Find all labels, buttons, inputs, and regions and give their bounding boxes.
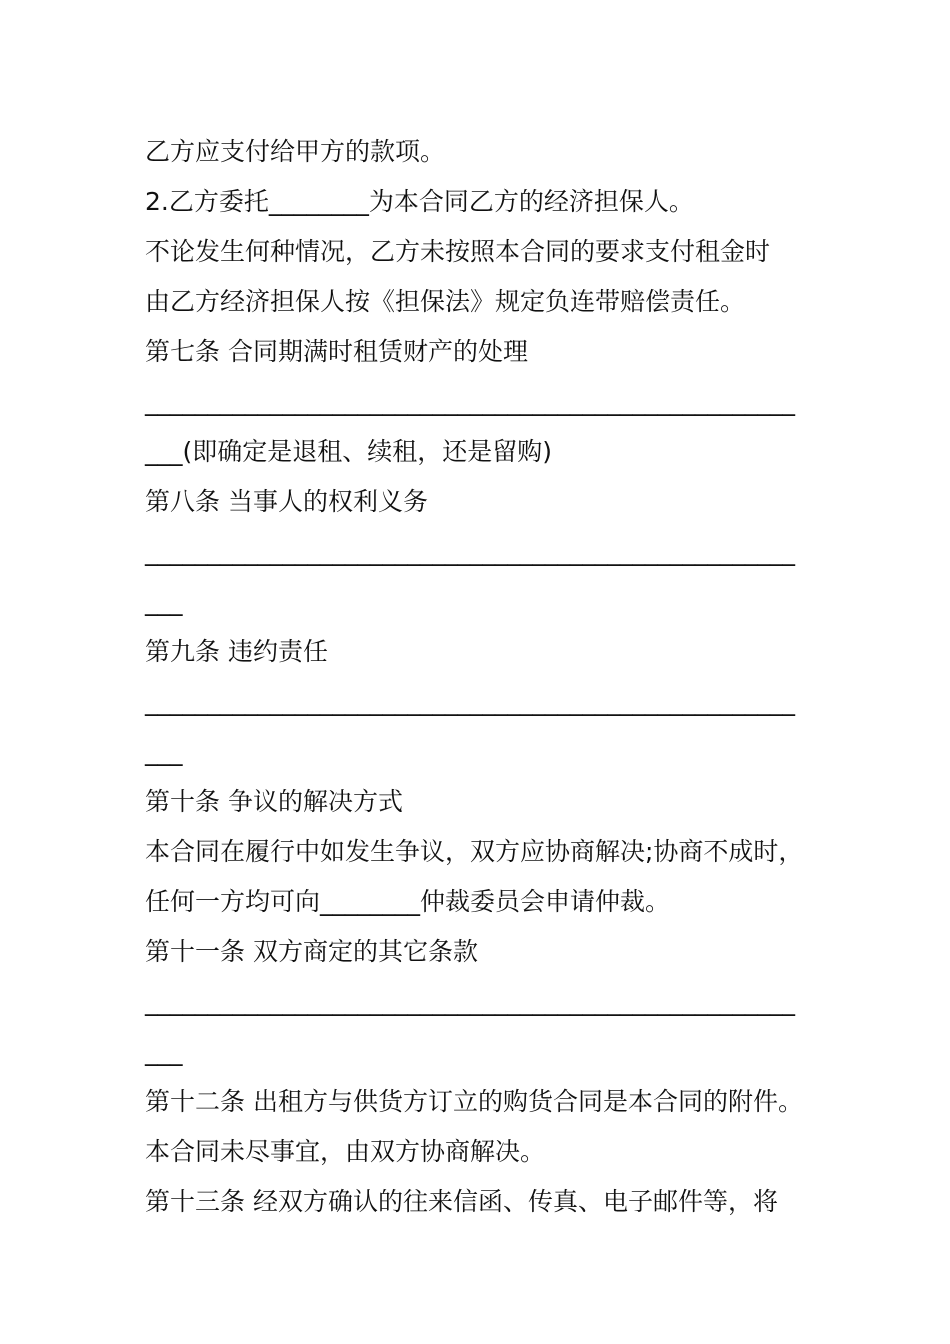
text-line: 任何一方均可向________仲裁委员会申请仲裁。 (145, 887, 671, 916)
text-line: 乙方应支付给甲方的款项。 (145, 137, 446, 166)
section-heading: 第八条 当事人的权利义务 (145, 487, 428, 516)
blank-underline: ____________________________________________________ (145, 537, 795, 566)
section-heading: 第十一条 双方商定的其它条款 (145, 937, 478, 966)
blank-underline: ___ (145, 737, 183, 766)
blank-underline: ____________________________________________________ (145, 387, 795, 416)
section-heading: 第九条 违约责任 (145, 637, 328, 666)
text-line: 本合同在履行中如发生争议，双方应协商解决;协商不成时， (145, 837, 804, 866)
blank-underline: ___ (145, 1037, 183, 1066)
section-heading: 第十三条 经双方确认的往来信函、传真、电子邮件等，将 (145, 1187, 778, 1216)
blank-underline: ___ (145, 587, 183, 616)
text-line: 不论发生何种情况，乙方未按照本合同的要求支付租金时 (145, 237, 771, 266)
text-line: ___(即确定是退租、续租，还是留购) (145, 437, 553, 466)
blank-underline: ____________________________________________________ (145, 987, 795, 1016)
text-line: 本合同未尽事宜，由双方协商解决。 (145, 1137, 546, 1166)
section-heading: 第七条 合同期满时租赁财产的处理 (145, 337, 528, 366)
text-line: 2.乙方委托________为本合同乙方的经济担保人。 (145, 187, 694, 216)
section-heading: 第十二条 出租方与供货方订立的购货合同是本合同的附件。 (145, 1087, 803, 1116)
blank-underline: ____________________________________________________ (145, 687, 795, 716)
text-line: 由乙方经济担保人按《担保法》规定负连带赔偿责任。 (145, 287, 746, 316)
section-heading: 第十条 争议的解决方式 (145, 787, 403, 816)
